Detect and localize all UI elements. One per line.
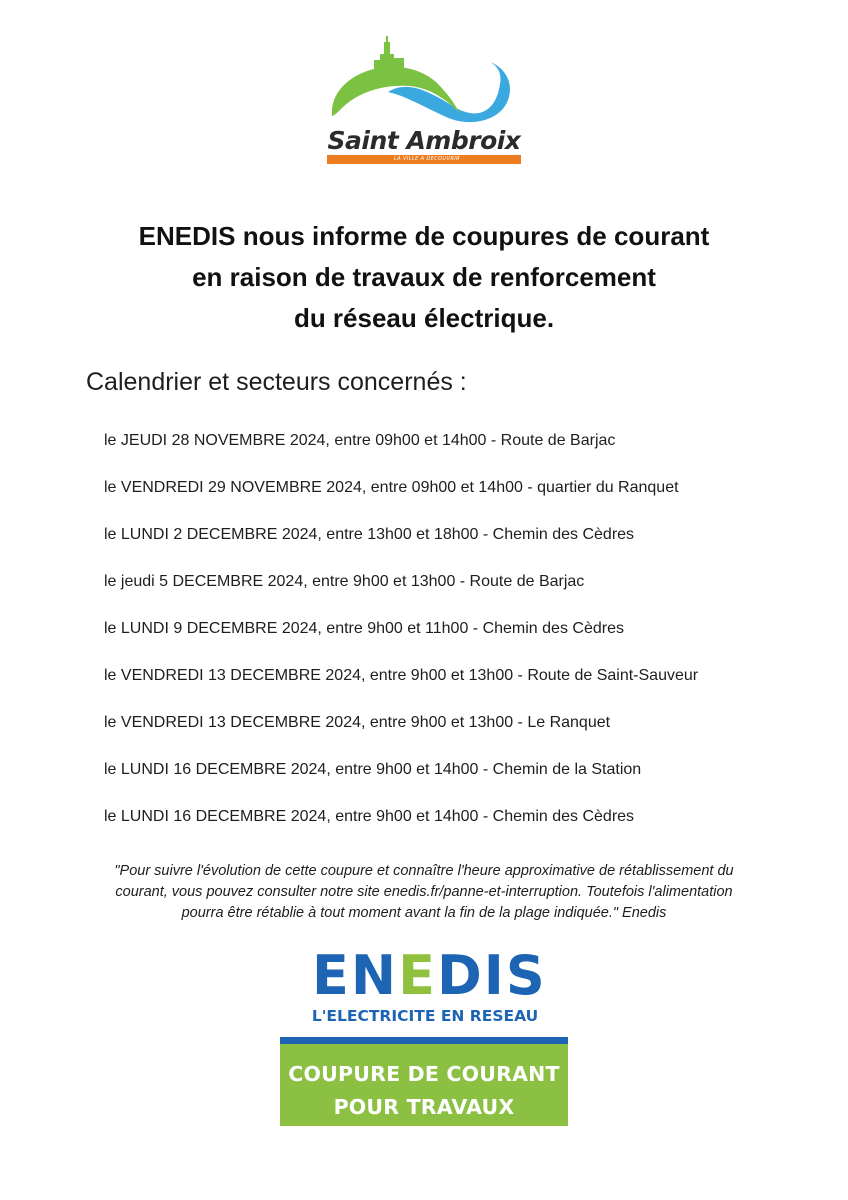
logo-tagline: LA VILLE A DECOUVRIR [394, 156, 460, 162]
outage-schedule-list [104, 430, 698, 853]
headline-line-3: du réseau électrique. [293, 303, 555, 333]
enedis-wordmark-part-1: EN [312, 944, 399, 1007]
logo-name: Saint Ambroix [327, 126, 521, 155]
outage-banner [280, 1037, 568, 1126]
headline-line-2: en raison de travaux de renforcement [192, 262, 656, 292]
banner-line-1: COUPURE DE COURANT [288, 1062, 560, 1086]
headline-line-1: ENEDIS nous informe de coupures de courant [138, 221, 710, 251]
saint-ambroix-logo [318, 34, 530, 166]
schedule-item: le LUNDI 16 DECEMBRE 2024, entre 9h00 et 14h00 - Chemin de la Station [104, 761, 642, 778]
schedule-item: le LUNDI 9 DECEMBRE 2024, entre 9h00 et 11h00 - Chemin des Cèdres [104, 620, 624, 637]
banner-line-2: POUR TRAVAUX [333, 1095, 515, 1119]
quote-line-3: pourra être rétablie à tout moment avant la fin de la plage indiquée." Enedis [181, 905, 667, 921]
schedule-item: le jeudi 5 DECEMBRE 2024, entre 9h00 et 13h00 - Route de Barjac [104, 573, 585, 590]
section-title: Calendrier et secteurs concernés : [86, 368, 467, 396]
enedis-wordmark-part-2: DIS [436, 944, 547, 1007]
enedis-logo [312, 944, 547, 1007]
schedule-item: le JEUDI 28 NOVEMBRE 2024, entre 09h00 et 14h00 - Route de Barjac [104, 432, 616, 449]
quote-line-2: courant, vous pouvez consulter notre site enedis.fr/panne-et-interruption. Toutefois l'alimentation [115, 884, 733, 900]
enedis-quote [80, 861, 768, 924]
schedule-item: le VENDREDI 29 NOVEMBRE 2024, entre 09h00 et 14h00 - quartier du Ranquet [104, 479, 679, 496]
schedule-item: le LUNDI 16 DECEMBRE 2024, entre 9h00 et 14h00 - Chemin des Cèdres [104, 808, 635, 825]
quote-line-1: "Pour suivre l'évolution de cette coupure et connaître l'heure approximative de rétablissement du [114, 863, 734, 879]
schedule-item: le VENDREDI 13 DECEMBRE 2024, entre 9h00 et 13h00 - Route de Saint-Sauveur [104, 667, 699, 684]
enedis-tagline: L'ELECTRICITE EN RESEAU [311, 1007, 539, 1025]
schedule-item: le VENDREDI 13 DECEMBRE 2024, entre 9h00 et 13h00 - Le Ranquet [104, 714, 611, 731]
enedis-wordmark-accent: E [398, 944, 437, 1007]
schedule-item: le LUNDI 2 DECEMBRE 2024, entre 13h00 et 18h00 - Chemin des Cèdres [104, 526, 635, 543]
headline [80, 216, 768, 339]
saint-ambroix-emblem-icon [318, 34, 530, 130]
